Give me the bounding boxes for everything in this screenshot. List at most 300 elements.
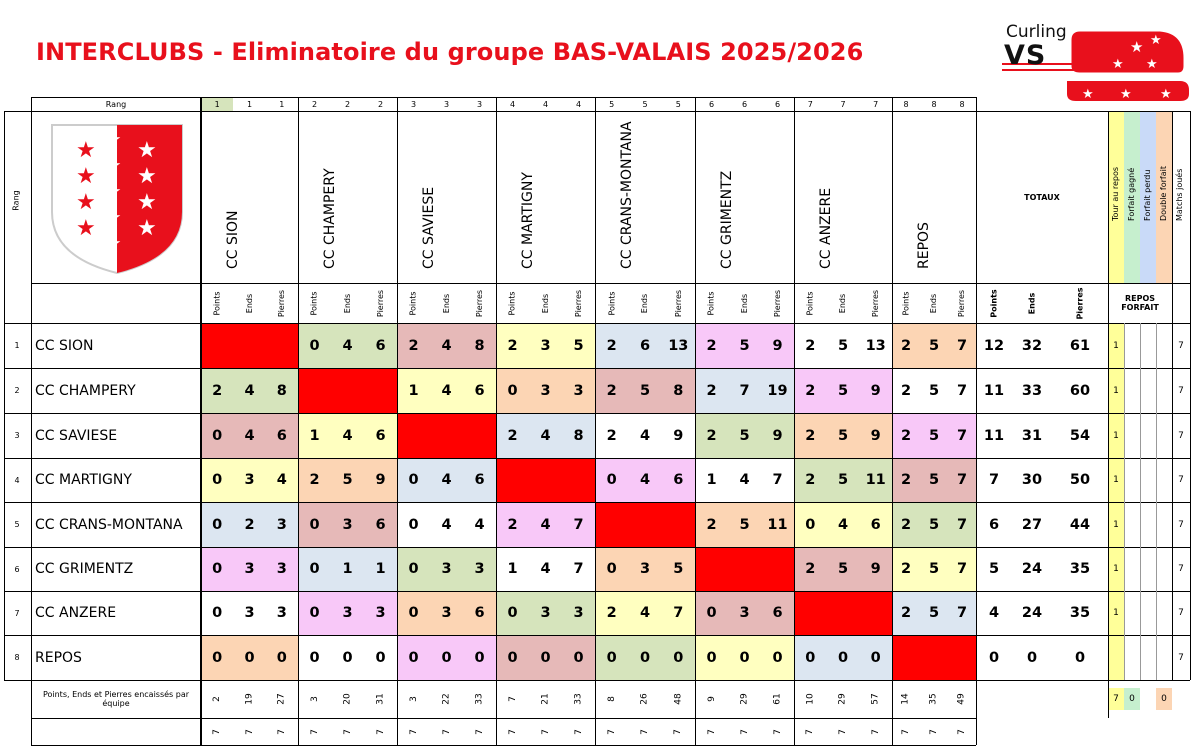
match-score-value: 2 (805, 561, 816, 577)
match-score-value: 3 (375, 605, 386, 621)
match-score-value: 2 (805, 382, 816, 399)
grid-line (976, 283, 1190, 284)
conceded-value-text: 21 (540, 693, 551, 705)
grid-line (201, 97, 202, 745)
match-score-value: 8 (276, 382, 287, 399)
match-score-value: 3 (540, 605, 551, 621)
status-forfait-gagne (1124, 368, 1140, 413)
conceded-value (201, 680, 233, 718)
sub-column-label: Pierres (957, 289, 967, 317)
conceded-value-text: 14 (900, 693, 911, 705)
match-score-value: 2 (606, 382, 617, 399)
team-column-header: REPOS (916, 222, 932, 269)
match-score-value: 4 (441, 382, 452, 399)
total-value: 33 (1021, 382, 1043, 399)
match-score-value: 0 (639, 649, 651, 666)
match-score-value: 3 (342, 605, 353, 621)
grid-line (1172, 111, 1173, 680)
svg-text:★: ★ (102, 128, 122, 153)
match-score-value: 0 (673, 649, 684, 666)
match-score-value: 2 (900, 516, 912, 533)
rang-number: 3 (443, 99, 450, 109)
sub-column-header (761, 283, 794, 323)
match-score-value: 2 (212, 382, 223, 399)
conceded-value-text: 35 (928, 693, 939, 705)
status-column-label: Tour au repos (1111, 166, 1120, 221)
grid-line (4, 111, 5, 680)
match-score-value: 0 (408, 561, 419, 577)
rang-number: 7 (807, 99, 813, 109)
team-row-name: CC ANZERE (35, 605, 117, 621)
total-value: 5 (988, 561, 1000, 577)
status-forfait-perdu (1140, 591, 1156, 635)
row-rank-number: 3 (14, 431, 20, 440)
match-score-value: 4 (342, 427, 353, 444)
team-row-name: CC SAVIESE (35, 427, 118, 444)
match-score-value: 5 (837, 472, 849, 488)
status-forfait-gagne (1124, 547, 1140, 591)
team-column-header: CC SION (225, 210, 241, 269)
repos-forfait-text: REPOS (1124, 294, 1156, 303)
sub-column-header (662, 283, 695, 323)
match-score-value: 1 (375, 561, 386, 577)
totals-sub-label: Ends (1027, 292, 1037, 314)
conceded-value (761, 680, 794, 718)
match-score-value: 2 (900, 561, 912, 577)
match-score-value: 0 (309, 337, 320, 354)
footer-bottom-text: 7 (606, 728, 617, 735)
match-score-value: 4 (639, 472, 651, 488)
status-double-forfait (1156, 547, 1172, 591)
match-score-value: 5 (639, 382, 651, 399)
rang-number: 6 (741, 99, 748, 109)
footer-bottom-value (920, 718, 948, 745)
match-score-value: 3 (639, 561, 651, 577)
conceded-value (827, 680, 860, 718)
match-score-value: 7 (956, 472, 968, 488)
match-score-value: 8 (673, 382, 684, 399)
match-score-value: 2 (805, 427, 816, 444)
rang-number: 5 (642, 99, 648, 109)
match-score-value: 7 (739, 382, 750, 399)
conceded-value-text: 61 (772, 693, 783, 705)
sub-column-label: Pierres (277, 289, 287, 317)
conceded-value (463, 680, 496, 718)
sub-column-label: Points (212, 290, 222, 316)
status-tour-repos: 1 (1108, 591, 1124, 635)
footer-bottom-value (529, 718, 562, 745)
total-value: 6 (988, 516, 1000, 533)
team-row-name: CC CHAMPERY (35, 382, 136, 399)
match-score-value: 5 (837, 337, 849, 354)
footer-bottom-text: 7 (772, 728, 783, 735)
status-tour-repos: 1 (1108, 368, 1124, 413)
status-column-header (1156, 111, 1172, 283)
matches-played: 7 (1178, 608, 1184, 618)
match-score-value: 6 (870, 516, 881, 533)
footer-bottom-text: 7 (309, 728, 320, 735)
grid-line (4, 111, 1190, 112)
rang-number: 8 (931, 99, 937, 109)
matches-played: 7 (1178, 564, 1184, 574)
totals-header: TOTAUX (1024, 192, 1060, 202)
sub-column-label: Pierres (376, 289, 385, 317)
match-score-value: 2 (606, 605, 617, 621)
footer-bottom-value (794, 718, 827, 745)
total-value: 24 (1021, 605, 1043, 621)
totals-sub-label: Pierres (1075, 286, 1085, 320)
match-score-value: 6 (474, 605, 485, 621)
status-forfait-gagne (1124, 413, 1140, 458)
grid-line (4, 413, 1190, 414)
match-score-value: 13 (865, 337, 886, 354)
conceded-value (364, 680, 397, 718)
match-score-value: 9 (870, 561, 881, 577)
match-score-value: 0 (706, 649, 717, 666)
match-score-value: 3 (441, 561, 452, 577)
match-score-value: 3 (244, 605, 255, 621)
footer-bottom-value (266, 718, 298, 745)
footer-bottom-value (628, 718, 661, 745)
match-score-value: 0 (772, 649, 783, 666)
match-score-value: 0 (212, 605, 223, 621)
rang-side-text: Rang (11, 189, 21, 211)
match-score-value: 0 (739, 649, 750, 666)
rang-number: 4 (575, 99, 582, 109)
rang-number: 5 (609, 99, 615, 109)
footer-bottom-text: 7 (408, 728, 419, 735)
match-score-value: 0 (276, 649, 287, 666)
logo-text-curling: Curling (1006, 22, 1067, 42)
status-forfait-perdu (1140, 323, 1156, 368)
row-rank-number: 4 (14, 475, 20, 485)
sub-column-label: Pierres (475, 289, 484, 317)
match-score-value: 3 (739, 605, 750, 621)
diagonal-cell (695, 547, 794, 591)
sub-column-label: Ends (929, 293, 939, 313)
match-score-value: 0 (706, 605, 717, 621)
match-score-value: 4 (639, 427, 651, 444)
conceded-value-text: 3 (408, 696, 419, 702)
footer-bottom-text: 7 (870, 728, 881, 735)
total-value: 11 (983, 382, 1005, 399)
svg-text:★: ★ (137, 138, 157, 163)
status-column-header (1140, 111, 1156, 283)
total-value: 0 (988, 649, 1000, 666)
match-score-value: 1 (507, 561, 518, 577)
sub-column-header (364, 283, 397, 323)
sub-column-header (430, 283, 463, 323)
match-score-value: 5 (928, 382, 940, 399)
footer-bottom-text: 7 (276, 728, 287, 735)
total-value: 54 (1069, 427, 1091, 444)
match-score-value: 11 (865, 472, 886, 488)
footer-bottom-text: 7 (474, 728, 485, 735)
matches-played: 7 (1178, 475, 1184, 485)
conceded-value-text: 49 (956, 693, 967, 705)
footer-bottom-value (859, 718, 892, 745)
diagonal-cell (496, 458, 595, 502)
footer-bottom-text: 7 (540, 728, 551, 735)
svg-text:★: ★ (137, 216, 157, 241)
rang-number: 6 (708, 99, 715, 109)
match-score-value: 2 (706, 382, 717, 399)
match-score-value: 2 (706, 427, 717, 444)
footer-bottom-text: 7 (900, 728, 911, 735)
conceded-value (397, 680, 430, 718)
match-score-value: 0 (212, 427, 223, 444)
status-total (1140, 688, 1156, 710)
total-value: 35 (1069, 561, 1091, 577)
footer-bottom-text: 7 (375, 728, 386, 735)
match-score-value: 5 (739, 337, 750, 354)
status-tour-repos: 1 (1108, 323, 1124, 368)
svg-text:★: ★ (1082, 87, 1094, 102)
grid-line (31, 718, 976, 719)
footer-bottom-value (331, 718, 364, 745)
match-score-value: 5 (739, 427, 750, 444)
match-score-value: 6 (474, 472, 485, 488)
sub-column-label: Points (805, 290, 815, 316)
sub-column-label: Pierres (673, 289, 683, 317)
rang-number: 8 (959, 99, 965, 109)
footer-label: Points, Ends et Pierres encaissés par équipe (42, 690, 190, 708)
status-column-label: Matchs joués (1175, 168, 1184, 221)
sub-column-header (859, 283, 892, 323)
svg-text:★: ★ (102, 154, 122, 179)
totals-sub-header (1012, 283, 1052, 323)
match-score-value: 9 (772, 337, 783, 354)
svg-text:★: ★ (76, 216, 96, 241)
sub-column-header (201, 283, 233, 323)
match-score-value: 0 (573, 649, 584, 666)
status-total: 7 (1108, 688, 1124, 710)
match-score-value: 5 (837, 382, 849, 399)
conceded-value-text: 26 (639, 693, 650, 705)
rang-number: 3 (476, 99, 483, 109)
sub-column-header (397, 283, 430, 323)
match-score-value: 4 (540, 427, 551, 444)
match-score-value: 7 (772, 472, 783, 488)
status-column-label: Forfait perdu (1143, 169, 1152, 221)
match-score-value: 2 (507, 516, 518, 533)
conceded-value (331, 680, 364, 718)
conceded-value (562, 680, 595, 718)
footer-bottom-text: 7 (706, 728, 717, 735)
match-score-value: 2 (507, 337, 518, 354)
footer-bottom-text: 7 (805, 728, 816, 735)
sub-column-header (266, 283, 298, 323)
svg-text:★: ★ (102, 206, 122, 231)
conceded-value-text: 27 (276, 693, 287, 705)
match-score-value: 0 (309, 649, 320, 666)
match-score-value: 9 (673, 427, 684, 444)
svg-text:★: ★ (102, 232, 122, 257)
match-score-value: 2 (606, 337, 617, 354)
match-score-value: 0 (342, 649, 353, 666)
totals-sub-label: Points (989, 288, 999, 318)
conceded-value-text: 7 (507, 696, 518, 702)
total-value: 50 (1069, 472, 1091, 488)
match-score-value: 5 (739, 516, 750, 533)
grid-line (31, 283, 976, 284)
match-score-value: 0 (837, 649, 849, 666)
match-score-value: 0 (870, 649, 881, 666)
conceded-value-text: 33 (573, 693, 584, 705)
match-score-value: 4 (540, 561, 551, 577)
sub-column-label: Ends (244, 293, 254, 313)
match-score-value: 5 (928, 472, 940, 488)
status-double-forfait (1156, 502, 1172, 547)
match-score-value: 6 (474, 382, 485, 399)
conceded-value (529, 680, 562, 718)
status-tour-repos (1108, 635, 1124, 680)
status-total: 0 (1124, 688, 1140, 710)
status-forfait-perdu (1140, 413, 1156, 458)
sub-column-label: Ends (740, 293, 749, 313)
status-forfait-perdu (1140, 368, 1156, 413)
grid-line (31, 745, 976, 746)
matches-played: 7 (1178, 430, 1184, 441)
sub-column-label: Points (707, 290, 716, 316)
footer-bottom-text: 7 (739, 728, 750, 735)
grid-line (1140, 323, 1141, 680)
status-double-forfait (1156, 368, 1172, 413)
matches-played: 7 (1178, 652, 1184, 663)
match-score-value: 4 (739, 472, 750, 488)
conceded-value-text: 22 (441, 693, 452, 705)
total-value: 11 (983, 427, 1005, 444)
conceded-value (859, 680, 892, 718)
match-score-value: 5 (837, 561, 849, 577)
sub-column-label: Points (508, 290, 517, 316)
match-score-value: 0 (805, 649, 816, 666)
match-score-value: 7 (956, 561, 968, 577)
conceded-value-text: 19 (244, 693, 255, 705)
match-score-value: 0 (408, 605, 419, 621)
match-score-value: 2 (706, 337, 717, 354)
match-score-value: 3 (276, 516, 287, 533)
status-tour-repos: 1 (1108, 413, 1124, 458)
grid-line (4, 458, 1190, 459)
grid-line (1156, 323, 1157, 680)
conceded-value (266, 680, 298, 718)
match-score-value: 0 (375, 649, 386, 666)
team-row-name: CC MARTIGNY (35, 472, 132, 488)
svg-text:★: ★ (76, 138, 96, 163)
grid-line (31, 97, 976, 98)
rang-number: 2 (344, 99, 351, 109)
team-column-header: CC CRANS-MONTANA (619, 121, 635, 269)
match-score-value: 4 (441, 472, 452, 488)
match-score-value: 7 (573, 516, 584, 533)
match-score-value: 3 (276, 605, 287, 621)
total-value: 60 (1069, 382, 1091, 399)
match-score-value: 4 (441, 516, 452, 533)
total-value: 44 (1069, 516, 1091, 533)
match-score-value: 9 (870, 427, 881, 444)
team-column-header: CC GRIMENTZ (719, 170, 735, 269)
conceded-value (892, 680, 920, 718)
footer-bottom-value (397, 718, 430, 745)
conceded-value-text: 57 (870, 693, 881, 705)
grid-line (4, 368, 1190, 369)
sub-column-header (794, 283, 827, 323)
grid-line (4, 323, 1190, 324)
sub-column-header (233, 283, 265, 323)
svg-text:★: ★ (1160, 87, 1172, 102)
match-score-value: 0 (244, 649, 255, 666)
matches-played: 7 (1178, 385, 1184, 396)
match-score-value: 2 (805, 337, 816, 354)
total-value: 24 (1021, 561, 1043, 577)
sub-column-label: Ends (442, 293, 451, 313)
team-column-header: CC MARTIGNY (520, 172, 536, 269)
match-score-value: 0 (408, 516, 419, 533)
conceded-value (233, 680, 265, 718)
match-score-value: 0 (507, 649, 518, 666)
match-score-value: 5 (573, 337, 584, 354)
grid-line (976, 97, 977, 745)
match-score-value: 6 (375, 516, 386, 533)
match-score-value: 2 (900, 605, 912, 621)
rang-side-label (4, 180, 28, 220)
status-forfait-gagne (1124, 458, 1140, 502)
total-value: 4 (988, 605, 1000, 621)
svg-text:★: ★ (137, 190, 157, 215)
status-column-header (1172, 111, 1190, 283)
rang-number: 7 (840, 99, 846, 109)
sub-column-header (920, 283, 948, 323)
grid-line (695, 97, 696, 745)
conceded-value (430, 680, 463, 718)
status-double-forfait (1156, 458, 1172, 502)
status-double-forfait (1156, 323, 1172, 368)
match-score-value: 4 (474, 516, 485, 533)
diagonal-cell (794, 591, 892, 635)
grid-line (397, 97, 398, 745)
footer-bottom-text: 7 (928, 728, 939, 735)
status-column-label: Forfait gagné (1127, 167, 1136, 221)
conceded-value (794, 680, 827, 718)
match-score-value: 3 (276, 561, 287, 577)
logo-text-vs: VS (1004, 40, 1047, 71)
status-tour-repos: 1 (1108, 547, 1124, 591)
repos-forfait-header (1108, 283, 1172, 323)
status-forfait-perdu (1140, 547, 1156, 591)
match-score-value: 7 (956, 516, 968, 533)
grid-line (31, 97, 32, 745)
footer-bottom-text: 7 (441, 728, 452, 735)
row-rank-number: 2 (14, 386, 20, 395)
match-score-value: 9 (375, 472, 386, 488)
match-score-value: 1 (309, 427, 320, 444)
rang-number: 1 (246, 99, 253, 109)
team-column-header: CC ANZERE (818, 187, 834, 269)
matches-played: 7 (1178, 340, 1184, 351)
diagonal-cell (201, 323, 298, 368)
match-score-value: 9 (772, 427, 783, 444)
sub-column-header (948, 283, 976, 323)
sub-column-header (298, 283, 331, 323)
conceded-value-text: 10 (805, 693, 816, 705)
match-score-value: 0 (309, 561, 320, 577)
conceded-value-text: 3 (309, 696, 320, 702)
conceded-value (662, 680, 695, 718)
match-score-value: 6 (639, 337, 651, 354)
svg-text:★: ★ (1146, 57, 1158, 72)
match-score-value: 4 (639, 605, 651, 621)
